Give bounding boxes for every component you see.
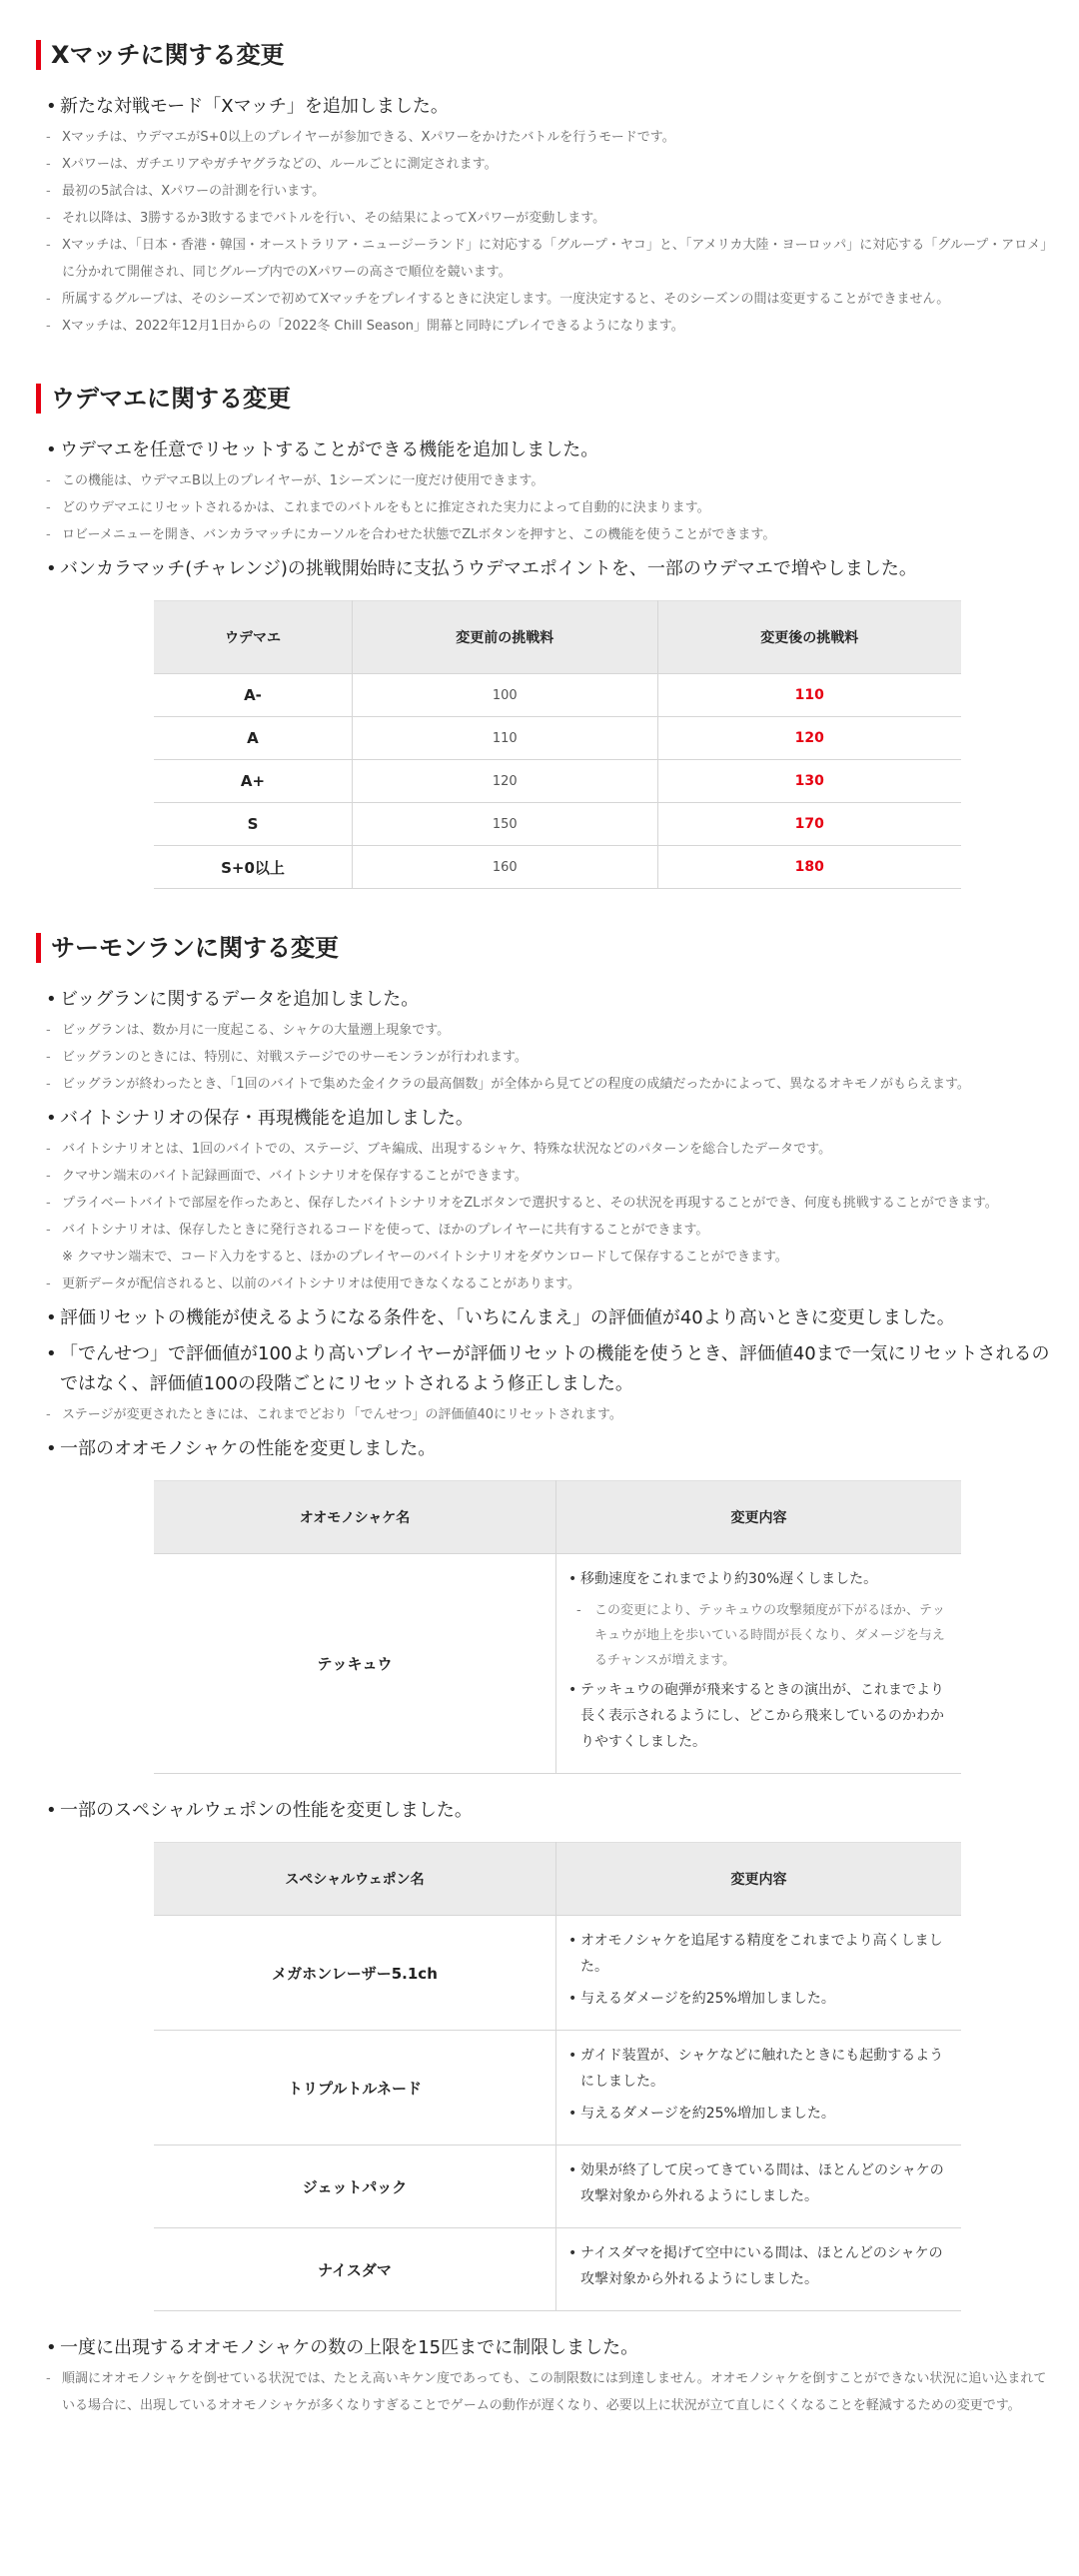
table-header: 変更内容 [556,1481,962,1554]
table-row [154,717,961,760]
change-item: • 与えるダメージを約25%増加しました。 [564,2101,949,2127]
sub-item: - 所属するグループは、そのシーズンで初めてXマッチをプレイするときに決定します。一度決定すると、そのシーズンの間は変更することができません。 [36,286,1063,313]
sub-item: - 最初の5試合は、Xパワーの計測を行います。 [36,178,1063,205]
change-item: • ガイド装置が、シャケなどに触れたときにも起動するようにしました。 [564,2043,949,2095]
sub-item: - バイトシナリオとは、1回のバイトでの、ステージ、ブキ編成、出現するシャケ、特殊な状況などのパターンを総合したデータです。 [36,1136,1063,1163]
rank-cell: A [154,717,352,760]
table-row [154,760,961,803]
sub-item: - どのウデマエにリセットされるかは、これまでのバトルをもとに推定された実力によって自動的に決まります。 [36,494,1063,521]
note-text: ※ クマサン端末で、コード入力をすると、ほかのプレイヤーのバイトシナリオをダウンロードして保存することができます。 [62,1250,788,1265]
after-cell: 180 [657,846,961,889]
rank-cell: S [154,803,352,846]
change-item: • ナイスダマを掲げて空中にいる間は、ほとんどのシャケの攻撃対象から外れるようにしました。 [564,2240,949,2292]
list-item: • バンカラマッチ(チャレンジ)の挑戦開始時に支払うウデマエポイントを、一部のウデマエで増やしました。 [36,554,1063,584]
sub-item: - Xマッチは、2022年12月1日からの「2022冬 Chill Season」開幕と同時にプレイできるようになります。 [36,313,1063,340]
sub-item: - 順調にオオモノシャケを倒せている状況では、たとえ高いキケン度であっても、この制限数には到達しません。オオモノシャケを倒すことができない状況に追い込まれている場合に、出現しているオオモノシャケが多くなりすぎることでゲームの動作が遅くなり、必要以上に状況が立て直しにくくなることを軽減するための変更です。 [36,2365,1063,2419]
change-item: • オオモノシャケを追尾する精度をこれまでより高くしました。 [564,1928,949,1980]
change-cell [556,2228,962,2311]
change-cell [556,2031,962,2146]
table-header: 変更前の挑戦料 [352,601,657,674]
change-item: • 効果が終了して戻ってきている間は、ほとんどのシャケの攻撃対象から外れるようにしました。 [564,2157,949,2209]
rank-cell: A- [154,674,352,717]
list-item: • 一部のオオモノシャケの性能を変更しました。 [36,1434,1063,1464]
rank-cell: S+0以上 [154,846,352,889]
section-title-udemae: ウデマエに関する変更 [36,384,1063,414]
sub-item: - Xマッチは、「日本・香港・韓国・オーストラリア・ニュージーランド」に対応する「グループ・ヤコ」と、「アメリカ大陸・ヨーロッパ」に対応する「グループ・アロメ」に分かれて開催され、同じグループ内でのXパワーの高さで順位を競います。 [36,232,1063,286]
sub-item: - Xマッチは、ウデマエがS+0以上のプレイヤーが参加できる、Xパワーをかけたバトルを行うモードです。 [36,124,1063,151]
section-title-salmon-run: サーモンランに関する変更 [36,933,1063,963]
table-row [154,1554,961,1774]
table-row [154,2228,961,2311]
sub-item: - 更新データが配信されると、以前のバイトシナリオは使用できなくなることがあります。 [36,1271,1063,1297]
challenge-fee-table [154,600,961,889]
table-row [154,1916,961,2031]
change-item: • 与えるダメージを約25%増加しました。 [564,1986,949,2012]
table-row [154,803,961,846]
change-item: • テッキュウの砲弾が飛来するときの演出が、これまでより長く表示されるようにし、どこから飛来しているのかわかりやすくしました。 [564,1677,949,1755]
table-row [154,846,961,889]
change-cell [556,2146,962,2228]
before-cell: 110 [352,717,657,760]
sub-item: - クマサン端末のバイト記録画面で、バイトシナリオを保存することができます。 [36,1163,1063,1190]
sub-item: - ビッグランが終わったとき、「1回のバイトで集めた金イクラの最高個数」が全体から見てどの程度の成績だったかによって、異なるオキモノがもらえます。 [36,1071,1063,1098]
list-item: • 一部のスペシャルウェポンの性能を変更しました。 [36,1796,1063,1826]
section-udemae [36,384,1063,889]
list-item: • 新たな対戦モード「Xマッチ」を追加しました。 [36,92,1063,122]
after-cell: 130 [657,760,961,803]
after-cell: 110 [657,674,961,717]
sub-item: - ビッグランは、数か月に一度起こる、シャケの大量遡上現象です。 [36,1017,1063,1044]
sub-item: - プライベートバイトで部屋を作ったあと、保存したバイトシナリオをZLボタンで選択すると、その状況を再現することができ、何度も挑戦することができます。 [36,1190,1063,1217]
table-header: ウデマエ [154,601,352,674]
weapon-name-cell: ナイスダマ [154,2228,556,2311]
sub-item: - バイトシナリオは、保存したときに発行されるコードを使って、ほかのプレイヤーに共有することができます。 [36,1217,1063,1244]
change-item: • 移動速度をこれまでより約30%遅くしました。 [564,1566,949,1592]
special-weapon-table [154,1842,961,2311]
boss-salmonid-table [154,1480,961,1774]
sub-item: - ビッグランのときには、特別に、対戦ステージでのサーモンランが行われます。 [36,1044,1063,1071]
table-header: 変更内容 [556,1843,962,1916]
sub-item: - それ以降は、3勝するか3敗するまでバトルを行い、その結果によってXパワーが変動します。 [36,205,1063,232]
table-header: スペシャルウェポン名 [154,1843,556,1916]
section-xmatch [36,0,1063,340]
list-item: • ウデマエを任意でリセットすることができる機能を追加しました。 [36,435,1063,465]
section-salmon-run [36,933,1063,2419]
before-cell: 120 [352,760,657,803]
sub-item: - ロビーメニューを開き、バンカラマッチにカーソルを合わせた状態でZLボタンを押すと、この機能を使うことができます。 [36,521,1063,548]
table-header: 変更後の挑戦料 [657,601,961,674]
weapon-name-cell: ジェットパック [154,2146,556,2228]
table-row [154,674,961,717]
before-cell: 150 [352,803,657,846]
list-item: • 評価リセットの機能が使えるようになる条件を、「いちにんまえ」の評価値が40より高いときに変更しました。 [36,1303,1063,1333]
section-title-xmatch: Xマッチに関する変更 [36,40,1063,70]
list-item: • バイトシナリオの保存・再現機能を追加しました。 [36,1104,1063,1134]
sub-item: - ステージが変更されたときには、これまでどおり「でんせつ」の評価値40にリセットされます。 [36,1401,1063,1428]
table-header: オオモノシャケ名 [154,1481,556,1554]
change-sub-item: - この変更により、テッキュウの攻撃頻度が下がるほか、テッキュウが地上を歩いている時間が長くなり、ダメージを与えるチャンスが増えます。 [564,1598,949,1673]
weapon-name-cell: トリプルトルネード [154,2031,556,2146]
change-cell [556,1554,962,1774]
weapon-name-cell: メガホンレーザー5.1ch [154,1916,556,2031]
before-cell: 100 [352,674,657,717]
list-item: • ビッグランに関するデータを追加しました。 [36,985,1063,1015]
after-cell: 120 [657,717,961,760]
boss-name-cell: テッキュウ [154,1554,556,1774]
change-cell [556,1916,962,2031]
sub-item: - Xパワーは、ガチエリアやガチヤグラなどの、ルールごとに測定されます。 [36,151,1063,178]
table-row [154,2031,961,2146]
list-item: • 「でんせつ」で評価値が100より高いプレイヤーが評価リセットの機能を使うとき、評価値40まで一気にリセットされるのではなく、評価値100の段階ごとにリセットされるよう修正しました。 [36,1339,1063,1399]
list-item: • 一度に出現するオオモノシャケの数の上限を15匹までに制限しました。 [36,2333,1063,2363]
after-cell: 170 [657,803,961,846]
rank-cell: A+ [154,760,352,803]
sub-item: - この機能は、ウデマエB以上のプレイヤーが、1シーズンに一度だけ使用できます。 [36,467,1063,494]
before-cell: 160 [352,846,657,889]
table-row [154,2146,961,2228]
